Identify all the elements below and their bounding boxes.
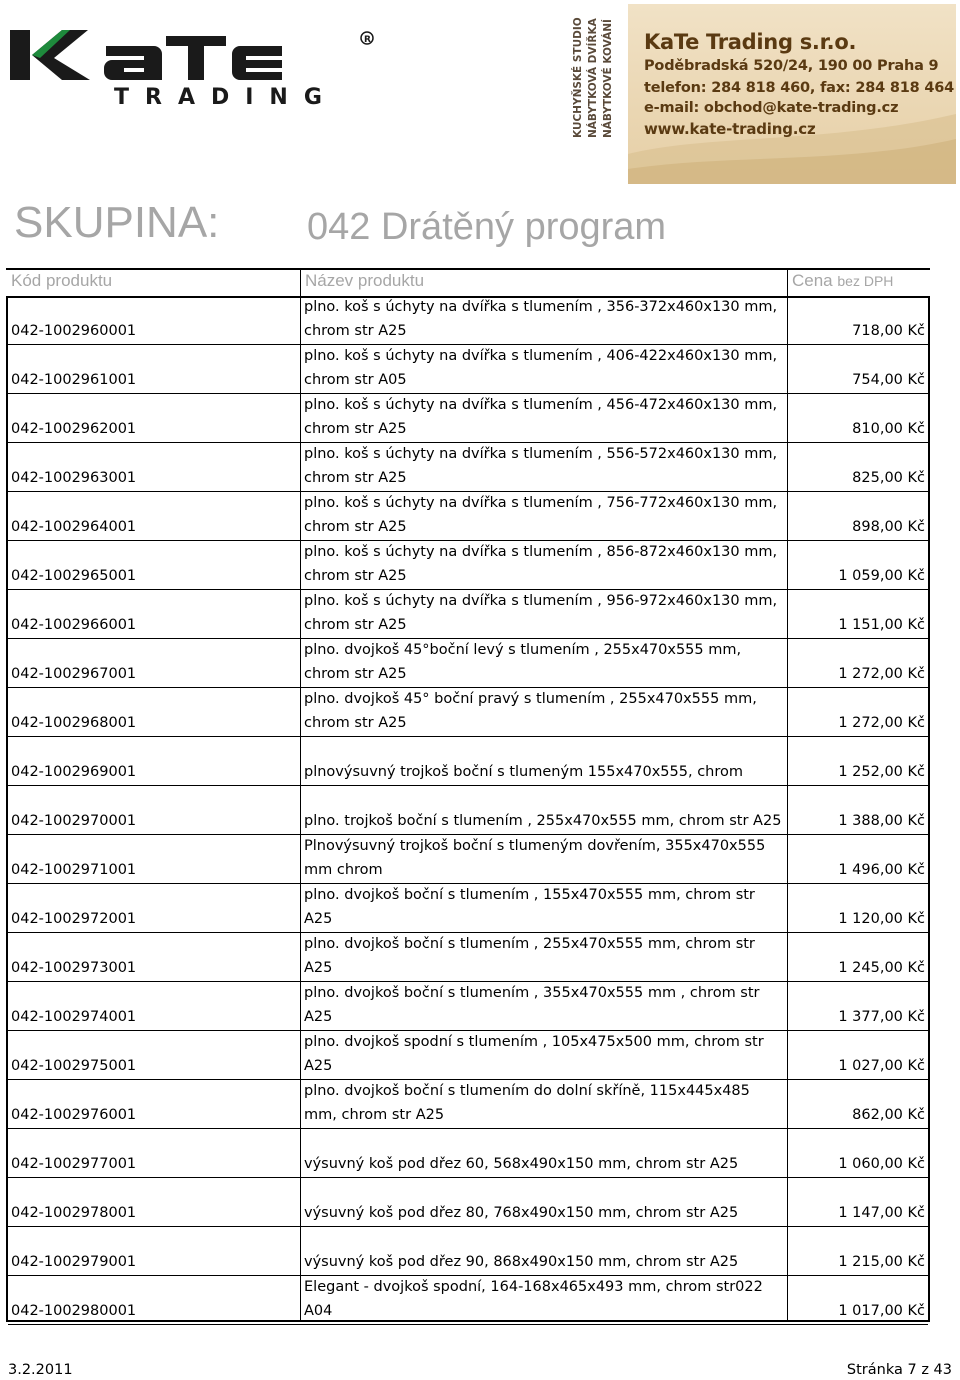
studio-line-3: NÁBYTKOVÉ KOVÁNÍ <box>602 19 614 138</box>
studio-line-1: KUCHYŇSKÉ STUDIO <box>572 17 584 138</box>
header-price <box>792 271 893 291</box>
header-name: Název produktu <box>305 271 425 290</box>
product-price: 1 017,00 Kč <box>838 1303 925 1319</box>
table-row <box>8 639 928 688</box>
product-price: 898,00 Kč <box>852 519 925 535</box>
product-price: 1 060,00 Kč <box>838 1156 925 1172</box>
table-row <box>8 884 928 933</box>
product-name: výsuvný koš pod dřez 90, 868x490x150 mm, chrom str A25 <box>304 1254 739 1270</box>
table-row <box>8 590 928 639</box>
header-price-main: Cena <box>792 271 833 290</box>
product-price: 1 496,00 Kč <box>838 862 925 878</box>
product-code: 042-1002975001 <box>11 1058 137 1074</box>
table-row <box>8 345 928 394</box>
table-row <box>8 933 928 982</box>
table-row <box>8 1178 928 1227</box>
product-name: Plnovýsuvný trojkoš boční s tlumeným dovřením, 355x470x555 mm chrom <box>304 838 766 878</box>
product-name: plno. trojkoš boční s tlumením , 255x470x555 mm, chrom str A25 <box>304 813 782 829</box>
product-code: 042-1002965001 <box>11 568 137 584</box>
company-address: Poděbradská 520/24, 190 00 Praha 9 <box>644 58 939 74</box>
logo-subtitle: TRADING <box>114 85 338 110</box>
product-name: plno. dvojkoš boční s tlumením , 255x470x555 mm, chrom str A25 <box>304 936 755 976</box>
company-phone: telefon: 284 818 460, fax: 284 818 464 <box>644 80 955 96</box>
product-name: plno. dvojkoš 45°boční levý s tlumením , 255x470x555 mm, chrom str A25 <box>304 642 742 682</box>
table-row <box>8 394 928 443</box>
product-code: 042-1002970001 <box>11 813 137 829</box>
product-code: 042-1002972001 <box>11 911 137 927</box>
logo-letters-icon <box>104 36 282 80</box>
product-name: výsuvný koš pod dřez 60, 568x490x150 mm, chrom str A25 <box>304 1156 739 1172</box>
product-code: 042-1002978001 <box>11 1205 137 1221</box>
studio-tag <box>566 17 626 138</box>
product-code: 042-1002977001 <box>11 1156 137 1172</box>
svg-text:R: R <box>364 35 371 45</box>
product-name: plno. dvojkoš boční s tlumením , 155x470x555 mm, chrom str A25 <box>304 887 755 927</box>
table-row <box>8 1276 928 1325</box>
product-code: 042-1002971001 <box>11 862 137 878</box>
product-price: 754,00 Kč <box>852 372 925 388</box>
product-code: 042-1002962001 <box>11 421 137 437</box>
product-price: 810,00 Kč <box>852 421 925 437</box>
product-code: 042-1002979001 <box>11 1254 137 1270</box>
company-banner <box>628 4 956 184</box>
table-row <box>8 786 928 835</box>
table-row <box>8 296 928 345</box>
product-price: 1 147,00 Kč <box>838 1205 925 1221</box>
product-code: 042-1002960001 <box>11 323 137 339</box>
table-row <box>8 688 928 737</box>
product-code: 042-1002966001 <box>11 617 137 633</box>
group-name: 042 Drátěný program <box>307 206 667 248</box>
product-name: plno. koš s úchyty na dvířka s tlumením , 406-422x460x130 mm, chrom str A05 <box>304 348 778 388</box>
product-price: 1 059,00 Kč <box>838 568 925 584</box>
product-price: 1 120,00 Kč <box>838 911 925 927</box>
product-code: 042-1002973001 <box>11 960 137 976</box>
header-price-sub: bez DPH <box>837 273 894 289</box>
table-row <box>8 541 928 590</box>
product-price: 1 272,00 Kč <box>838 666 925 682</box>
company-name: KaTe Trading s.r.o. <box>644 30 857 54</box>
product-price: 825,00 Kč <box>852 470 925 486</box>
product-code: 042-1002976001 <box>11 1107 137 1123</box>
product-name: plno. dvojkoš boční s tlumením do dolní skříně, 115x445x485 mm, chrom str A25 <box>304 1083 750 1123</box>
product-name: plno. koš s úchyty na dvířka s tlumením , 956-972x460x130 mm, chrom str A25 <box>304 593 778 633</box>
product-price: 1 027,00 Kč <box>838 1058 925 1074</box>
product-price: 1 245,00 Kč <box>838 960 925 976</box>
product-name: plnovýsuvný trojkoš boční s tlumeným 155x470x555, chrom <box>304 764 744 780</box>
product-price: 1 272,00 Kč <box>838 715 925 731</box>
kate-trading-logo <box>10 28 380 110</box>
table-row <box>8 1080 928 1129</box>
product-code: 042-1002968001 <box>11 715 137 731</box>
table-row <box>8 443 928 492</box>
table-row <box>8 737 928 786</box>
table-row <box>8 492 928 541</box>
product-code: 042-1002961001 <box>11 372 137 388</box>
row-divider <box>8 1324 928 1325</box>
footer-page-number: Stránka 7 z 43 <box>846 1362 952 1378</box>
logo-mark-icon <box>10 30 90 80</box>
product-name: výsuvný koš pod dřez 80, 768x490x150 mm, chrom str A25 <box>304 1205 739 1221</box>
product-name: plno. koš s úchyty na dvířka s tlumením , 756-772x460x130 mm, chrom str A25 <box>304 495 778 535</box>
product-code: 042-1002969001 <box>11 764 137 780</box>
product-name: plno. koš s úchyty na dvířka s tlumením , 556-572x460x130 mm, chrom str A25 <box>304 446 778 486</box>
product-name: plno. dvojkoš spodní s tlumením , 105x475x500 mm, chrom str A25 <box>304 1034 764 1074</box>
product-price: 718,00 Kč <box>852 323 925 339</box>
product-code: 042-1002980001 <box>11 1303 137 1319</box>
product-code: 042-1002974001 <box>11 1009 137 1025</box>
product-price: 1 151,00 Kč <box>838 617 925 633</box>
product-name: plno. dvojkoš boční s tlumením , 355x470x555 mm , chrom str A25 <box>304 985 760 1025</box>
table-row <box>8 1227 928 1276</box>
product-price: 862,00 Kč <box>852 1107 925 1123</box>
table-row <box>8 982 928 1031</box>
table-row <box>8 1031 928 1080</box>
product-name: plno. koš s úchyty na dvířka s tlumením , 456-472x460x130 mm, chrom str A25 <box>304 397 778 437</box>
product-price: 1 388,00 Kč <box>838 813 925 829</box>
footer-date: 3.2.2011 <box>8 1362 73 1378</box>
company-website[interactable]: www.kate-trading.cz <box>644 120 816 138</box>
product-name: plno. koš s úchyty na dvířka s tlumením , 856-872x460x130 mm, chrom str A25 <box>304 544 778 584</box>
product-price: 1 215,00 Kč <box>838 1254 925 1270</box>
product-code: 042-1002964001 <box>11 519 137 535</box>
product-code: 042-1002963001 <box>11 470 137 486</box>
studio-line-2: NÁBYTKOVÁ DVÍŘKA <box>587 18 599 138</box>
group-label: SKUPINA: <box>14 198 220 247</box>
product-price: 1 252,00 Kč <box>838 764 925 780</box>
product-price: 1 377,00 Kč <box>838 1009 925 1025</box>
table-row <box>8 835 928 884</box>
product-name: Elegant - dvojkoš spodní, 164-168x465x493 mm, chrom str022 A04 <box>304 1279 763 1319</box>
header-code: Kód produktu <box>11 271 113 290</box>
product-name: plno. koš s úchyty na dvířka s tlumením , 356-372x460x130 mm, chrom str A25 <box>304 299 778 339</box>
product-code: 042-1002967001 <box>11 666 137 682</box>
product-name: plno. dvojkoš 45° boční pravý s tlumením , 255x470x555 mm, chrom str A25 <box>304 691 757 731</box>
company-email[interactable]: e-mail: obchod@kate-trading.cz <box>644 100 899 116</box>
table-row <box>8 1129 928 1178</box>
